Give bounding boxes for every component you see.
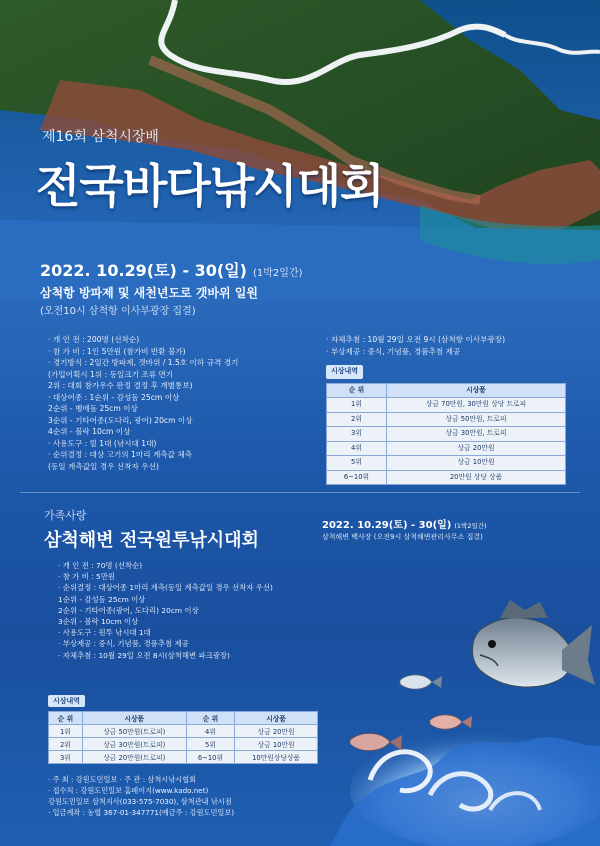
- prize-rank: 4위: [327, 441, 387, 456]
- fish-icon: [473, 600, 596, 687]
- prize-header-rank: 순 위: [49, 712, 83, 725]
- table-row: [327, 412, 566, 427]
- prize-badge: 시상내역: [326, 365, 363, 379]
- prize-rank: 6~10위: [186, 751, 234, 764]
- sub-event-head: 가족사랑: [44, 509, 87, 522]
- sub-event-date-note: (1박2일간): [454, 522, 487, 530]
- prize-rank: 3위: [49, 751, 83, 764]
- prize-header-award: 시상품: [82, 712, 186, 725]
- prize-rank: 4위: [186, 725, 234, 738]
- table-row: [327, 470, 566, 485]
- prize-rank: 5위: [327, 456, 387, 471]
- prize-header-award: 시상품: [235, 712, 318, 725]
- sub-prize-section: [48, 688, 318, 764]
- detail-line: · 순위결정 : 대상어종 1마리 계측(동일 계측값일 경우 선착자 우선): [58, 583, 273, 593]
- sub-event-venue: 삼척해변 백사장 (오전9시 삼척해변관리사무소 집결): [322, 533, 483, 541]
- table-row: [327, 456, 566, 471]
- prize-award: 상금 50만원, 트로피: [387, 412, 566, 427]
- prize-award: 상금 30만원, 트로피: [387, 427, 566, 442]
- prize-rank: 1위: [49, 725, 83, 738]
- footer-line: · 입금계좌 : 농협 367-01-347771(예금주 : 강원도민일보): [48, 808, 235, 817]
- prize-award: 상금 10만원: [387, 456, 566, 471]
- prize-award: 상금 50만원(트로피): [82, 725, 186, 738]
- detail-line: · 대상어종 : 1순위 - 감성돔 25cm 이상: [48, 392, 180, 402]
- main-details: [48, 334, 318, 472]
- prize-award: 상금 20만원: [387, 441, 566, 456]
- hero-section: [0, 0, 600, 300]
- prize-award: 상금 20만원(트로피): [82, 751, 186, 764]
- event-venue-note: (오전10시 삼척항 이사부광장 집결): [40, 306, 196, 317]
- detail-line: · 순위결정 : 대상 고기의 1마리 계측값 체측: [48, 450, 193, 459]
- sub-event-date: [322, 516, 487, 531]
- detail-line: · 참 가 비 : 1인 5만원 (참가비 반환 불가): [48, 346, 186, 356]
- table-row: [327, 398, 566, 413]
- detail-line: · 사용도구 : 원투 낚시대 1대: [58, 628, 151, 638]
- detail-line: 1순위 - 감성돔 25cm 이상: [58, 594, 146, 604]
- prize-award: 상금 70만원, 30만원 상당 트로피: [387, 398, 566, 413]
- detail-line: 3순위 - 기타어종(도다리, 광어) 20cm 이상: [48, 415, 193, 425]
- detail-line: (동일 계측값일 경우 선착자 우선): [48, 461, 159, 471]
- extra-line: · 자체추첨 : 10월 29일 오전 9시 (삼척항 이사부광장): [326, 335, 506, 344]
- sub-prize-table: [48, 711, 318, 764]
- detail-line: 2위 : 대회 참가우수 판정 결정 후 개별통보): [48, 381, 193, 390]
- prize-rank: 6~10위: [327, 470, 387, 485]
- prize-award: 20만원 상당 상품: [387, 470, 566, 485]
- event-venue: 삼척항 방파제 및 새천년도로 갯바위 일원: [40, 286, 258, 300]
- prize-header-rank: 순 위: [186, 712, 234, 725]
- fish-splash-illustration: [330, 580, 600, 846]
- table-row: [327, 427, 566, 442]
- table-row: [49, 751, 318, 764]
- footer-line: · 접수처 : 강원도민일보 홈페이지(www.kado.net): [48, 786, 209, 795]
- detail-line: (가입어획시 1위 : 동일크기 조류 면기: [48, 369, 174, 379]
- prize-badge: 시상내역: [48, 695, 85, 707]
- prize-rank: 2위: [327, 412, 387, 427]
- detail-line: · 참 가 비 : 5만원: [58, 572, 115, 582]
- table-row: [327, 441, 566, 456]
- table-row: [49, 725, 318, 738]
- section-divider: [20, 492, 580, 493]
- prize-award: 상금 10만원: [235, 738, 318, 751]
- footer-line: · 주 최 : 강원도민일보 · 주 관 : 삼척시낚시협회: [48, 775, 197, 784]
- event-subtitle: 제16회 삼척시장배: [42, 129, 159, 145]
- footer-line: 강원도민일보 삼척지사(033-575-7030), 삼척관내 낚시점: [48, 797, 232, 806]
- prize-rank: 5위: [186, 738, 234, 751]
- sub-event-date-text: 2022. 10.29(토) - 30(일): [322, 520, 452, 531]
- detail-line: 3순위 - 볼락 10cm 이상: [58, 617, 139, 627]
- event-date-text: 2022. 10.29(토) - 30(일): [40, 261, 247, 280]
- prize-rank: 2위: [49, 738, 83, 751]
- extra-line: · 부상제공 : 중식, 기념품, 경품추첨 제공: [326, 346, 461, 356]
- sub-event-title: 삼척해변 전국원투낚시대회: [44, 530, 259, 551]
- main-extras: [326, 334, 566, 485]
- detail-line: · 부상제공 : 중식, 기념품, 경품추첨 제공: [58, 639, 189, 649]
- detail-line: · 경기방식 : 2일간 방파제, 갯바위 / 1.5호 이하 규격 경기: [48, 358, 239, 367]
- detail-line: · 개 인 전 : 70명 (선착순): [58, 561, 143, 570]
- footer-info: [48, 774, 368, 818]
- prize-table: [326, 383, 566, 486]
- table-row: [49, 738, 318, 751]
- prize-award: 상금 20만원: [235, 725, 318, 738]
- detail-line: 4순위 - 볼락 10cm 이상: [48, 427, 131, 436]
- detail-line: 2순위 - 기타어종(광어, 도다리) 20cm 이상: [58, 605, 199, 615]
- prize-rank: 3위: [327, 427, 387, 442]
- event-date: [40, 258, 303, 281]
- detail-line: · 자체추첨 : 10월 29일 오전 8시(삼척해변 파크광장): [58, 650, 230, 660]
- detail-line: · 사용도구 : 릴 1대 (낚시대 1대): [48, 438, 157, 448]
- prize-header-rank: 순 위: [327, 383, 387, 398]
- prize-header-award: 시상품: [387, 383, 566, 398]
- event-title: 전국바다낚시대회: [36, 159, 384, 213]
- detail-line: 2순위 - 벵에돔 25cm 이상: [48, 404, 138, 413]
- event-date-note: (1박2일간): [253, 268, 303, 279]
- prize-award: 10만원상당상품: [235, 751, 318, 764]
- prize-award: 상금 30만원(트로피): [82, 738, 186, 751]
- detail-line: · 개 인 전 : 200명 (선착순): [48, 335, 140, 344]
- prize-rank: 1위: [327, 398, 387, 413]
